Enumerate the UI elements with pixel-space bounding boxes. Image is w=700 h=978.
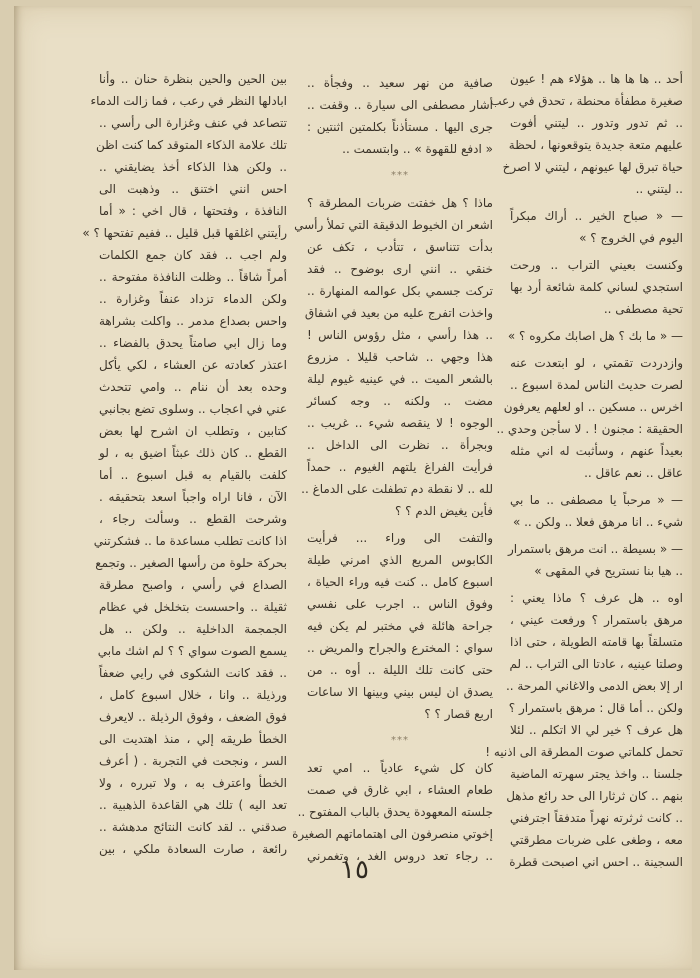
text-line: سواي : المخترع والجراح والمريض .. [307, 641, 493, 655]
text-line: .. هذا رأسي ، مثل رؤوس الناس ! [307, 328, 493, 342]
text-line: تعد اليه ) تلك هي القاعدة الذهبية .. [99, 798, 287, 812]
text-line: ثقيلة .. واحسست بتخلخل في عظام [99, 600, 287, 614]
text-line: احس انني اختنق .. وذهبت الى [99, 182, 287, 196]
text-line: تحمل كلماتي صوت المطرقة الى اذنيه ! [485, 745, 683, 759]
text-line: استجدي لساني كلمة شائعة أرد بها [510, 280, 683, 294]
text-line: تركت جسمي بكل عوالمه المنهارة .. [307, 284, 493, 298]
text-line: الآن ، فانا اراه واجباً اسعد بتحقيقه . [99, 490, 287, 504]
text-line: .. هيا بنا نستريح في المقهى » [534, 564, 683, 578]
text-line: ابادلها النظر في رعب ، فما زالت الدماء [90, 94, 287, 108]
text-line: ولم اجب .. فقد كان جمع الكلمات [99, 248, 287, 262]
text-line: تلك علامة الذكاء المتوقد كما كنت اظن [95, 138, 287, 152]
text-line: تحية مصطفى .. [603, 302, 683, 316]
text-line: لله .. لا نقطة دم تطفلت على الدماغ .. [301, 482, 493, 496]
text-line: ورذيلة .. وانا ، خلال اسبوع كامل ، [99, 688, 287, 702]
text-line: .. فقد كانت الشكوى في رايي ضعفاً [99, 666, 287, 680]
text-line: جرى اليها . مستأذناً بكلمتين اثنتين : [307, 120, 493, 134]
text-line: ار إلا بعض الدمى والاغاني المرحة .. [505, 679, 683, 693]
text-line: فوق الضعف ، وفوق الرذيلة .. لايعرف [99, 710, 287, 724]
text-line: مرهق باستمرار ؟ ورفعت عيني ، [510, 613, 683, 627]
text-line: وما زال ابي صامتاً يحدق بالفضاء .. [99, 336, 287, 350]
text-line: وازدردت تقمتي ، لو ابتعدت عنه [510, 356, 683, 370]
text-line: الخطأ طريقه إلي ، منذ اهتديت الى [99, 732, 287, 746]
text-line: شيء .. انا مرهق فعلا .. ولكن .. » [512, 515, 683, 529]
page-number: ١٥ [341, 855, 369, 885]
text-line: واخذت اتفرج عليه من بعيد في اشفاق [304, 306, 493, 320]
text-line: كلفت بالقيام به قبل اسبوع .. أما [99, 468, 287, 482]
text-line: اذا كانت تطلب مساعدة ما .. فشكرتني [93, 534, 287, 548]
text-line: صغيرة مطفأة محنطة ، تحدق في رعب [490, 94, 683, 108]
magazine-page [14, 6, 692, 970]
text-line: متسلقاً بها قامته الطويلة ، حتى اذا [510, 635, 683, 649]
text-line: كان كل شيء عادياً .. امي تعد [307, 761, 493, 775]
text-line: اربع قصار ؟ ؟ [424, 707, 493, 721]
text-line: اعتذر كعادته عن العشاء ، لكي يأكل [99, 358, 287, 372]
text-line: وكنست بعيني التراب .. ورحت [510, 258, 683, 272]
text-line: أشار مصطفى الى سيارة .. وقفت .. [307, 98, 493, 112]
text-line: كتابين ، وتطلب ان اشرح لها بعض [99, 424, 287, 438]
text-line: اشعر ان الخيوط الدقيقة التي تملأ رأسي [294, 218, 493, 232]
text-line: فرأيت الفراغ يلتهم الغيوم .. حمداً [307, 460, 493, 474]
text-line: عليهم متعة جديدة يتوقعونها ، لحظة [508, 138, 683, 152]
text-line: — « صباح الخير .. أراك مبكراً [510, 209, 683, 223]
section-separator: *** [391, 735, 409, 746]
text-line: ماذا ؟ هل خفتت ضربات المطرقة ؟ [307, 196, 493, 210]
text-line: خنقي .. انني ارى بوضوح .. فقد [307, 262, 493, 276]
text-line: أمراً شاقاً .. وظلت النافذة مفتوحة .. [99, 270, 287, 284]
text-line: فأين يغيض الدم ؟ ؟ [394, 504, 493, 518]
text-line: بعيداً عنهم ، وسأثبت له اني مثله [510, 444, 683, 458]
text-line: وبجرأة .. نظرت الى الداخل .. [307, 438, 493, 452]
text-column-middle [292, 72, 493, 867]
text-line: مضت .. ولكنه .. وجه كسائر [307, 394, 493, 408]
text-column-left [82, 68, 287, 860]
text-line: .. ثم تدور وتدور .. ليتني أفوت [510, 116, 683, 130]
section-separator: *** [391, 170, 409, 181]
text-line: .. ليتني .. [635, 182, 683, 196]
text-line: بحركة حلوة من رأسها الصغير .. وتجمع [95, 556, 287, 570]
text-line: النافذة ، وفتحتها ، قال اخي : « أما [99, 204, 287, 218]
text-line: صافية من نهر سعيد .. وفجأة .. [307, 76, 493, 90]
text-line: .. كانت ثرثرته نهراً متدفقاً اجترفني [510, 811, 683, 825]
text-line: « ادفع للقهوة » .. وابتسمت .. [342, 142, 493, 156]
text-line: — « بسيطة .. انت مرهق باستمرار [507, 542, 683, 556]
text-line: ولكن الدماء تزداد عنفاً وغزارة .. [99, 292, 287, 306]
text-line: معه ، وطغى على ضربات مطرقتي [510, 833, 683, 847]
text-line: الوجوه ! لا ينقصه شيء .. غريب .. [307, 416, 493, 430]
text-line: بالشعر الميت .. في عينيه غيوم ليلة [307, 372, 493, 386]
text-line: يسمع الصوت سواي ؟ ؟ لم اشك مابي [97, 644, 287, 658]
text-line: .. ولكن هذا الذكاء أخذ يضايقني .. [99, 160, 287, 174]
text-line: أحد .. ها ها ها .. هؤلاء هم ! عيون [510, 72, 683, 86]
text-line: ولكن .. أما قال : مرهق باستمرار ؟ [508, 701, 683, 715]
text-line: والتفت الى وراء ... فرأيت [307, 531, 493, 545]
text-line: اسبوع كامل .. كنت فيه وراء الحياة ، [307, 575, 493, 589]
text-line: وصلتا عينيه ، عادتا الى التراب .. لم [509, 657, 683, 671]
text-line: اخرس .. مسكين .. او لعلهم يعرفون [503, 400, 683, 414]
text-line: هذا وجهي .. شاحب قليلا . مزروع [307, 350, 493, 364]
text-line: حياة تبرق لها عيونهم ، ليتني لا اصرخ [502, 160, 683, 174]
text-line: السر ، ونجحت في التجربة . ( أعرف [99, 754, 287, 768]
text-line: واحس بصداع مدمر .. واكلت بشراهة [99, 314, 287, 328]
text-line: وحده بعد أن ننام .. وامي تتحدث [99, 380, 287, 394]
text-line: لصرت حديث الناس لمدة اسبوع .. [510, 378, 683, 392]
text-line: جراحة هائلة في مختبر لم يكن فيه [307, 619, 493, 633]
text-line: تتصاعد في عنف وغزارة الى رأسي .. [99, 116, 287, 130]
text-line: .. رجاء تعد دروس الغد ، وتغمرني [307, 849, 493, 863]
text-line: اليوم في الخروج ؟ » [579, 231, 683, 245]
text-line: الصداع في رأسي ، واصبح مطرقة [99, 578, 287, 592]
text-line: بين الحين والحين بنظرة حنان .. وأنا [99, 72, 287, 86]
text-line: الكابوس المريع الذي امرني طيلة [307, 553, 493, 567]
text-line: وشرحت القطع .. وسألت رجاء ، [99, 512, 287, 526]
text-line: هل عرف ؟ خير لي الا اتكلم .. لئلا [510, 723, 683, 737]
text-line: رائعة ، صارت السعادة ملكي ، بين [99, 842, 287, 856]
text-line: يصدق ان ليس بيني وبينها الا ساعات [307, 685, 493, 699]
text-line: طعام العشاء ، ابي غارق في صمت [307, 783, 493, 797]
text-line: اوه .. هل عرف ؟ ماذا يعني : [510, 591, 683, 605]
text-line: صدقني .. لقد كانت النتائج مدهشة .. [99, 820, 287, 834]
text-line: القطع .. كان ذلك عبثاً اضيق به ، لو [99, 446, 287, 460]
text-line: إخوتي منصرفون الى اهتماماتهم الصغيرة [292, 827, 493, 841]
text-line: وفوق الناس .. اجرب على نفسي [307, 597, 493, 611]
text-line: عني في اعجاب .. وسلوى تضع بجانبي [99, 402, 287, 416]
text-line: بنهم .. كان ثرثارا الى حد رائع مذهل [506, 789, 683, 803]
text-line: جلسنا .. واخذ يجتر سهرته الماضية [510, 767, 683, 781]
text-line: الجمجمة الداخلية .. ولكن .. هل [99, 622, 287, 636]
text-line: الحقيقة : مجنون ! . لا سأجن وحدي .. [496, 422, 683, 436]
text-line: — « ما بك ؟ هل اصابك مكروه ؟ » [507, 329, 683, 343]
text-line: الخطأ واعترف به ، ولا تبرره ، ولا [99, 776, 287, 790]
text-line: عاقل .. نعم عاقل .. [584, 466, 683, 480]
text-line: بدأت تتناسق ، تتأدب ، تكف عن [307, 240, 493, 254]
text-line: جلسته المعهودة يحدق بالباب المفتوح .. [297, 805, 493, 819]
text-line: حتى كانت تلك الليلة .. أوه .. من [307, 663, 493, 677]
text-line: رأيتني اغلقها قبل قليل .. ففيم تفتحها ؟ » [82, 226, 287, 240]
text-line: السجينة .. احس اني اصبحت قطرة [509, 855, 683, 869]
text-column-right [485, 68, 683, 873]
text-line: — « مرحباً يا مصطفى .. ما بي [510, 493, 683, 507]
